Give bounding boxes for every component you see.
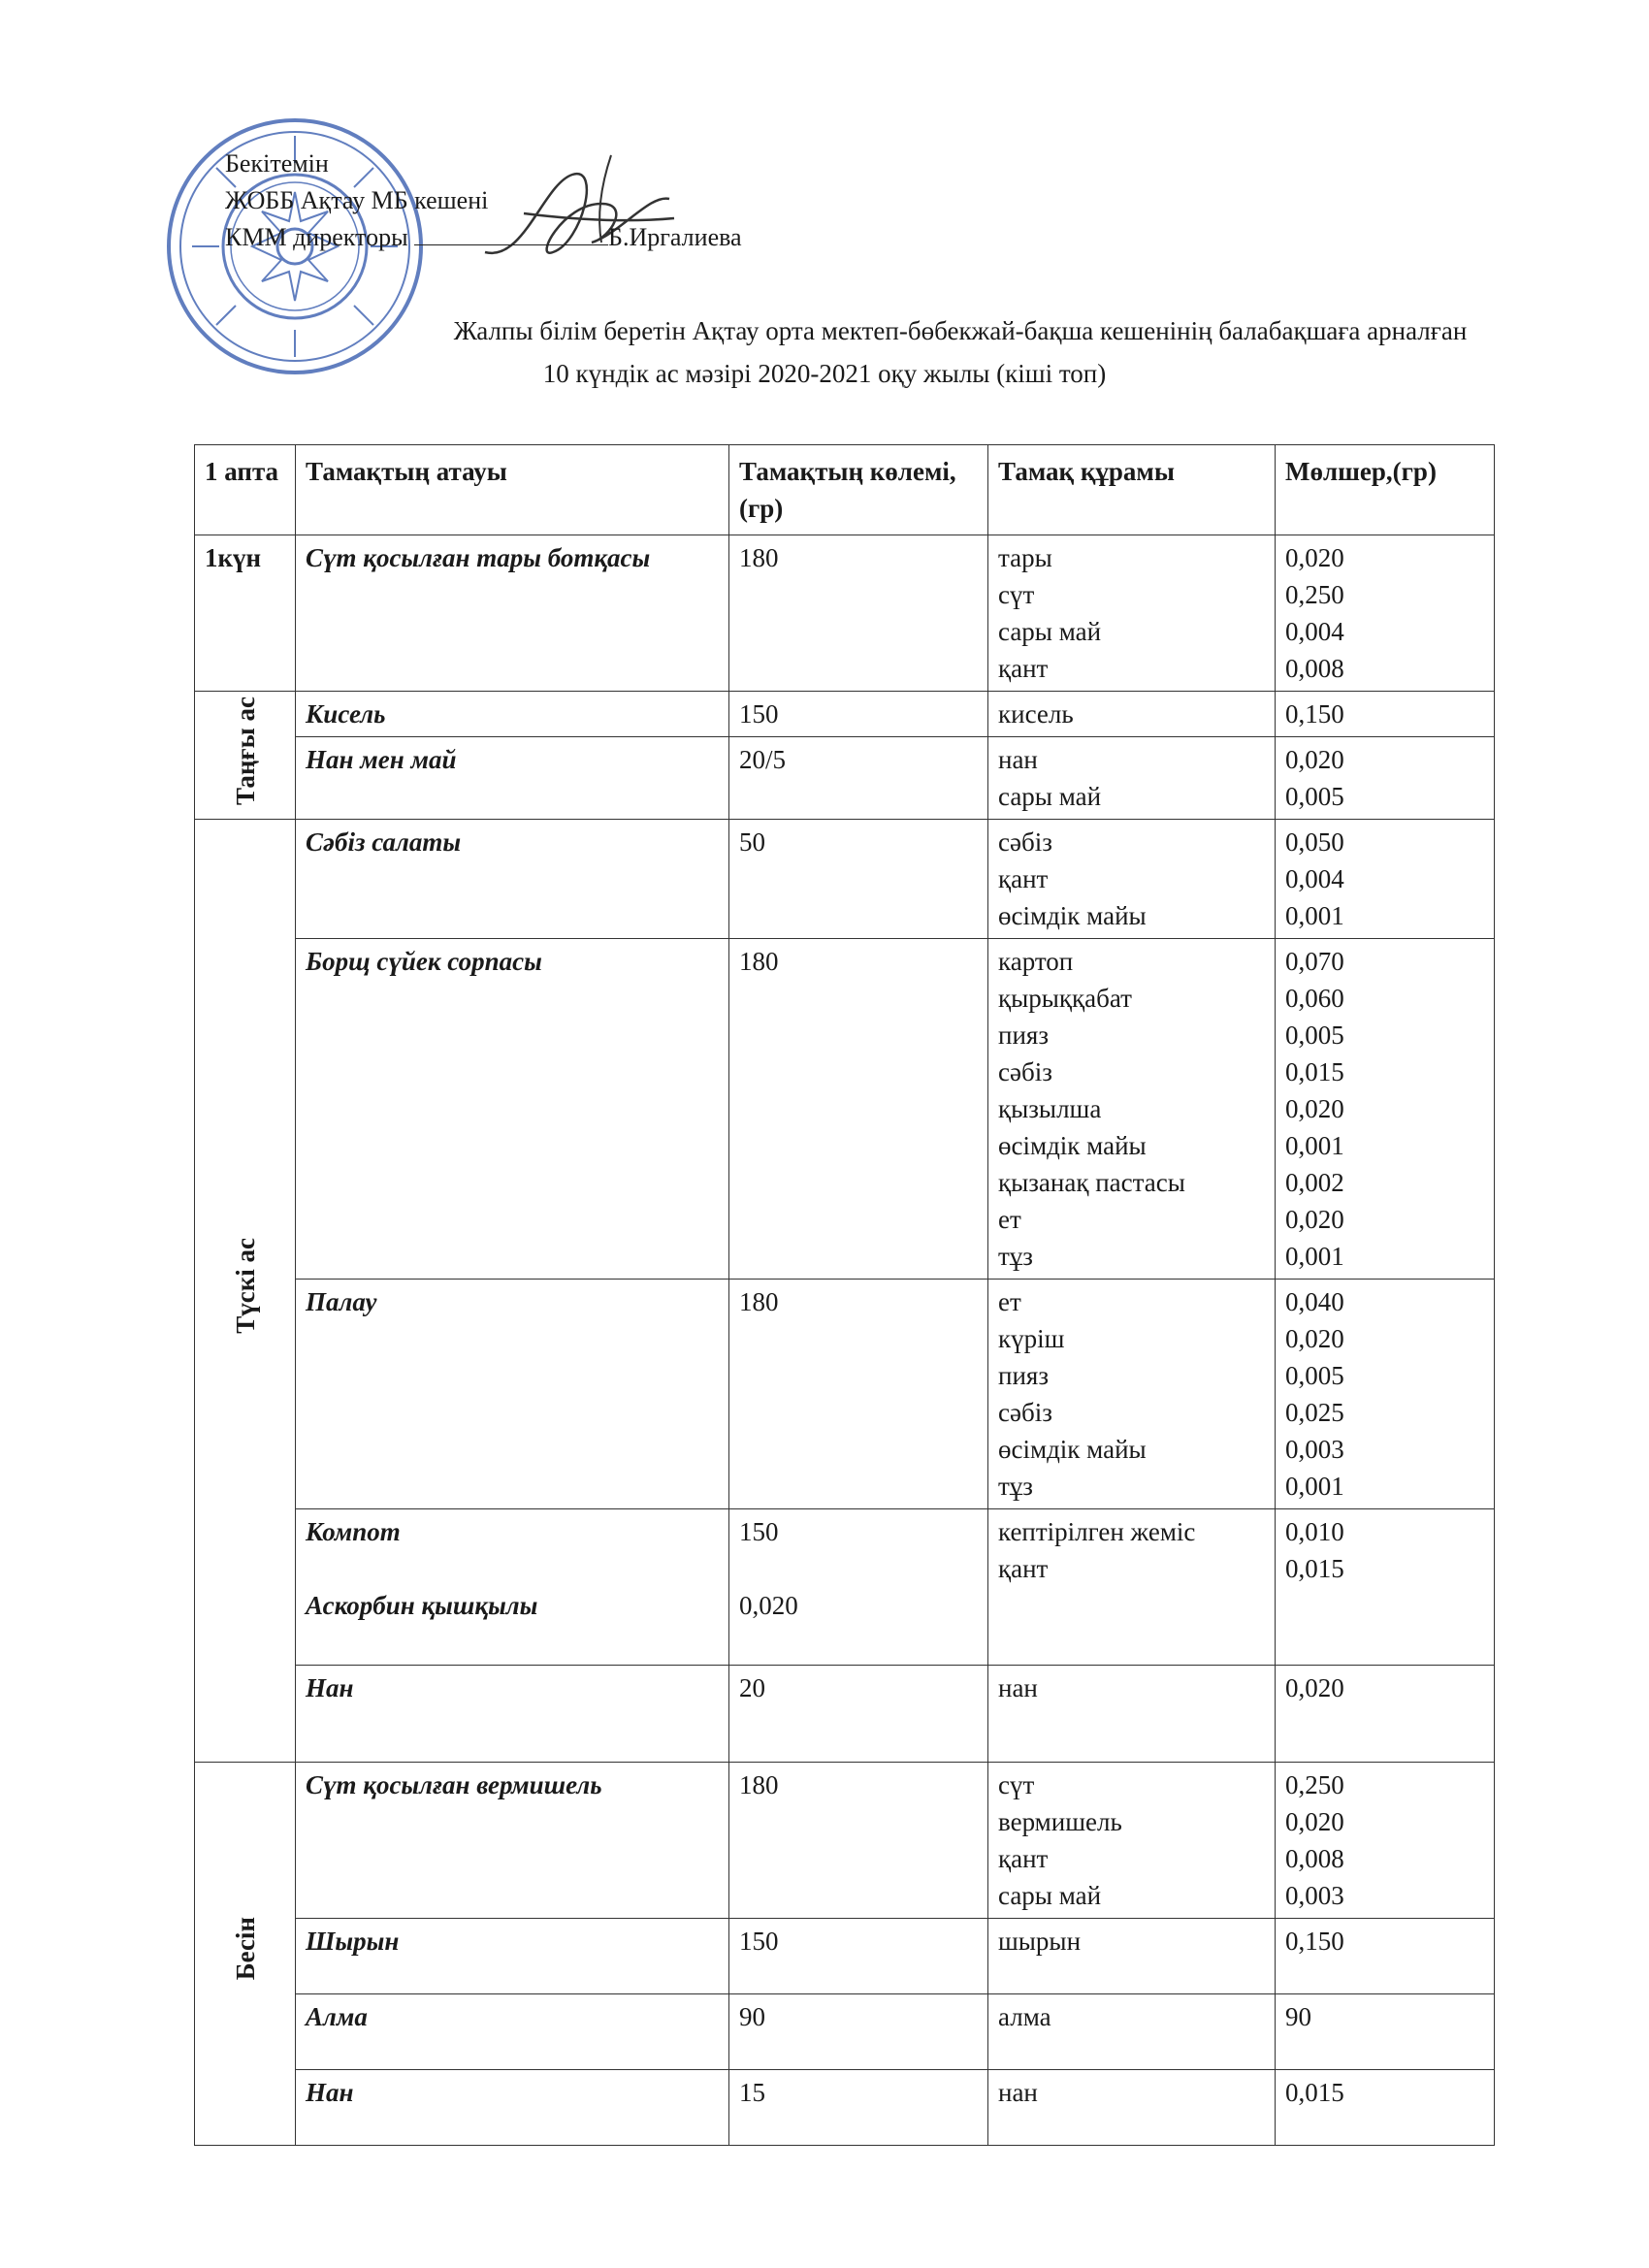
amount: 0,008 bbox=[1285, 654, 1344, 683]
ingredient: пияз bbox=[998, 1361, 1049, 1390]
dish-name: Нан bbox=[296, 1666, 729, 1763]
table-row bbox=[195, 535, 1495, 692]
ingredient: нан bbox=[998, 745, 1038, 774]
ingredient: сәбіз bbox=[998, 1057, 1052, 1086]
ingredient: ет bbox=[998, 1287, 1021, 1316]
approval-line-3 bbox=[225, 219, 742, 256]
ingredient: өсімдік майы bbox=[998, 1131, 1147, 1160]
signer-name: Б.Иргалиева bbox=[608, 223, 742, 251]
amounts-cell bbox=[1276, 1666, 1495, 1763]
amount: 0,005 bbox=[1285, 1361, 1344, 1390]
ingredients-cell bbox=[988, 1994, 1276, 2070]
table-row bbox=[195, 820, 1495, 939]
ingredient: қант bbox=[998, 654, 1049, 683]
amounts-cell bbox=[1276, 820, 1495, 939]
table-row bbox=[195, 1919, 1495, 1994]
header-dish: Тамақтың атауы bbox=[296, 445, 729, 535]
document-title-line-2: 10 күндік ас мәзірі 2020-2021 оқу жылы (кіші топ) bbox=[542, 359, 1107, 388]
amount: 90 bbox=[1285, 2002, 1311, 2031]
ingredient: нан bbox=[998, 2078, 1038, 2107]
ingredients-cell bbox=[988, 692, 1276, 737]
signature-line bbox=[414, 221, 608, 245]
header-amount: Мөлшер,(гр) bbox=[1276, 445, 1495, 535]
ingredient: пияз bbox=[998, 1021, 1049, 1050]
section-breakfast-label: Таңғы ас bbox=[230, 696, 260, 805]
director-label: КММ директоры bbox=[225, 223, 408, 251]
table-row bbox=[195, 692, 1495, 737]
dish-volume: 150 bbox=[729, 1919, 988, 1994]
amounts-cell bbox=[1276, 2070, 1495, 2146]
ingredient: тұз bbox=[998, 1242, 1033, 1271]
ingredient: тұз bbox=[998, 1472, 1033, 1501]
ingredients-cell bbox=[988, 535, 1276, 692]
ingredient: сәбіз bbox=[998, 827, 1052, 857]
ingredient: өсімдік майы bbox=[998, 1435, 1147, 1464]
dish-volume: 20/5 bbox=[729, 737, 988, 820]
day-label: 1күн bbox=[195, 535, 296, 692]
ingredient: кептірілген жеміс bbox=[998, 1517, 1196, 1546]
amount: 0,250 bbox=[1285, 580, 1344, 609]
table-row bbox=[195, 1763, 1495, 1919]
dish-name: Сүт қосылған вермишель bbox=[296, 1763, 729, 1919]
amount: 0,020 bbox=[1285, 543, 1344, 572]
dish-name-secondary: Аскорбин қышқылы bbox=[306, 1591, 538, 1620]
ingredients-cell bbox=[988, 1666, 1276, 1763]
dish-name: Нан bbox=[296, 2070, 729, 2146]
document-title-line-1: Жалпы білім беретін Ақтау орта мектеп-бөбекжай-бақша кешенінің балабақшаға арналған bbox=[453, 316, 1468, 345]
ingredient: қант bbox=[998, 1554, 1049, 1583]
dish-volume: 180 bbox=[729, 1763, 988, 1919]
dish-volume: 150 bbox=[739, 1517, 779, 1546]
dish-volume: 90 bbox=[729, 1994, 988, 2070]
ingredient: кисель bbox=[998, 699, 1074, 729]
ingredient: сүт bbox=[998, 1770, 1035, 1799]
approval-line-2: ЖОББ Ақтау МБ кешені bbox=[225, 186, 489, 214]
amounts-cell bbox=[1276, 535, 1495, 692]
dish-volume-secondary: 0,020 bbox=[739, 1591, 798, 1620]
ingredients-cell bbox=[988, 820, 1276, 939]
amount: 0,003 bbox=[1285, 1435, 1344, 1464]
amounts-cell bbox=[1276, 1509, 1495, 1666]
dish-volume: 15 bbox=[729, 2070, 988, 2146]
dish-name: Нан мен май bbox=[296, 737, 729, 820]
amount: 0,020 bbox=[1285, 1205, 1344, 1234]
amounts-cell bbox=[1276, 1919, 1495, 1994]
dish-name: Сүт қосылған тары ботқасы bbox=[296, 535, 729, 692]
amount: 0,050 bbox=[1285, 827, 1344, 857]
amount: 0,015 bbox=[1285, 2078, 1344, 2107]
table-row bbox=[195, 1280, 1495, 1509]
amounts-cell bbox=[1276, 1994, 1495, 2070]
amount: 0,015 bbox=[1285, 1554, 1344, 1583]
table-row bbox=[195, 1994, 1495, 2070]
dish-volume: 50 bbox=[729, 820, 988, 939]
amounts-cell bbox=[1276, 1763, 1495, 1919]
menu-table bbox=[194, 444, 1495, 2146]
ingredient: алма bbox=[998, 2002, 1051, 2031]
amount: 0,150 bbox=[1285, 1927, 1344, 1956]
amount: 0,020 bbox=[1285, 1673, 1344, 1702]
amount: 0,020 bbox=[1285, 1094, 1344, 1123]
dish-volume: 180 bbox=[729, 1280, 988, 1509]
amount: 0,015 bbox=[1285, 1057, 1344, 1086]
table-row bbox=[195, 737, 1495, 820]
amount: 0,060 bbox=[1285, 984, 1344, 1013]
header-week: 1 апта bbox=[195, 445, 296, 535]
ingredients-cell bbox=[988, 1280, 1276, 1509]
amount: 0,020 bbox=[1285, 745, 1344, 774]
amount: 0,003 bbox=[1285, 1881, 1344, 1910]
amount: 0,001 bbox=[1285, 901, 1344, 930]
ingredient: сәбіз bbox=[998, 1398, 1052, 1427]
amount: 0,025 bbox=[1285, 1398, 1344, 1427]
dish-volume-cell bbox=[729, 1509, 988, 1666]
ingredients-cell bbox=[988, 2070, 1276, 2146]
dish-name: Алма bbox=[296, 1994, 729, 2070]
amount: 0,001 bbox=[1285, 1472, 1344, 1501]
table-row bbox=[195, 1666, 1495, 1763]
table-row bbox=[195, 2070, 1495, 2146]
amount: 0,150 bbox=[1285, 699, 1344, 729]
amount: 0,004 bbox=[1285, 617, 1344, 646]
ingredient: қант bbox=[998, 1844, 1049, 1873]
dish-name: Палау bbox=[296, 1280, 729, 1509]
amounts-cell bbox=[1276, 1280, 1495, 1509]
ingredients-cell bbox=[988, 737, 1276, 820]
ingredients-cell bbox=[988, 1763, 1276, 1919]
table-row bbox=[195, 939, 1495, 1280]
approval-block bbox=[225, 146, 742, 256]
approval-line-1: Бекітемін bbox=[225, 149, 329, 178]
ingredient: қызанақ пастасы bbox=[998, 1168, 1185, 1197]
table-row bbox=[195, 1509, 1495, 1666]
header-composition: Тамақ құрамы bbox=[988, 445, 1276, 535]
amount: 0,070 bbox=[1285, 947, 1344, 976]
ingredient: өсімдік майы bbox=[998, 901, 1147, 930]
ingredient: картоп bbox=[998, 947, 1074, 976]
amount: 0,010 bbox=[1285, 1517, 1344, 1546]
section-afternoon bbox=[195, 1763, 296, 2146]
amount: 0,002 bbox=[1285, 1168, 1344, 1197]
amounts-cell bbox=[1276, 737, 1495, 820]
amount: 0,008 bbox=[1285, 1844, 1344, 1873]
amounts-cell bbox=[1276, 692, 1495, 737]
section-lunch-label: Түскі ас bbox=[230, 1238, 260, 1334]
ingredient: ет bbox=[998, 1205, 1021, 1234]
ingredients-cell bbox=[988, 1919, 1276, 1994]
section-afternoon-label: Бесін bbox=[230, 1917, 260, 1981]
ingredient: сары май bbox=[998, 782, 1102, 811]
dish-volume: 150 bbox=[729, 692, 988, 737]
dish-name: Шырын bbox=[296, 1919, 729, 1994]
ingredient: шырын bbox=[998, 1927, 1082, 1956]
section-lunch bbox=[195, 820, 296, 1763]
ingredient: қызылша bbox=[998, 1094, 1102, 1123]
ingredient: сүт bbox=[998, 580, 1035, 609]
dish-name: Компот bbox=[306, 1517, 401, 1546]
section-breakfast bbox=[195, 692, 296, 820]
ingredient: вермишель bbox=[998, 1807, 1122, 1836]
dish-volume: 180 bbox=[729, 535, 988, 692]
header-row bbox=[195, 445, 1495, 535]
dish-name-cell bbox=[296, 1509, 729, 1666]
dish-name: Сәбіз салаты bbox=[296, 820, 729, 939]
amount: 0,004 bbox=[1285, 864, 1344, 893]
ingredient: қырыққабат bbox=[998, 984, 1132, 1013]
dish-name: Кисель bbox=[296, 692, 729, 737]
ingredients-cell bbox=[988, 939, 1276, 1280]
ingredient: сары май bbox=[998, 1881, 1102, 1910]
amount: 0,020 bbox=[1285, 1324, 1344, 1353]
ingredients-cell bbox=[988, 1509, 1276, 1666]
ingredient: сары май bbox=[998, 617, 1102, 646]
amount: 0,005 bbox=[1285, 1021, 1344, 1050]
dish-volume: 180 bbox=[729, 939, 988, 1280]
ingredient: күріш bbox=[998, 1324, 1065, 1353]
dish-name: Борщ сүйек сорпасы bbox=[296, 939, 729, 1280]
ingredient: нан bbox=[998, 1673, 1038, 1702]
amount: 0,250 bbox=[1285, 1770, 1344, 1799]
amount: 0,001 bbox=[1285, 1242, 1344, 1271]
dish-volume: 20 bbox=[729, 1666, 988, 1763]
amounts-cell bbox=[1276, 939, 1495, 1280]
amount: 0,040 bbox=[1285, 1287, 1344, 1316]
ingredient: қант bbox=[998, 864, 1049, 893]
amount: 0,001 bbox=[1285, 1131, 1344, 1160]
amount: 0,020 bbox=[1285, 1807, 1344, 1836]
amount: 0,005 bbox=[1285, 782, 1344, 811]
ingredient: тары bbox=[998, 543, 1052, 572]
header-volume: Тамақтың көлемі,(гр) bbox=[729, 445, 988, 535]
